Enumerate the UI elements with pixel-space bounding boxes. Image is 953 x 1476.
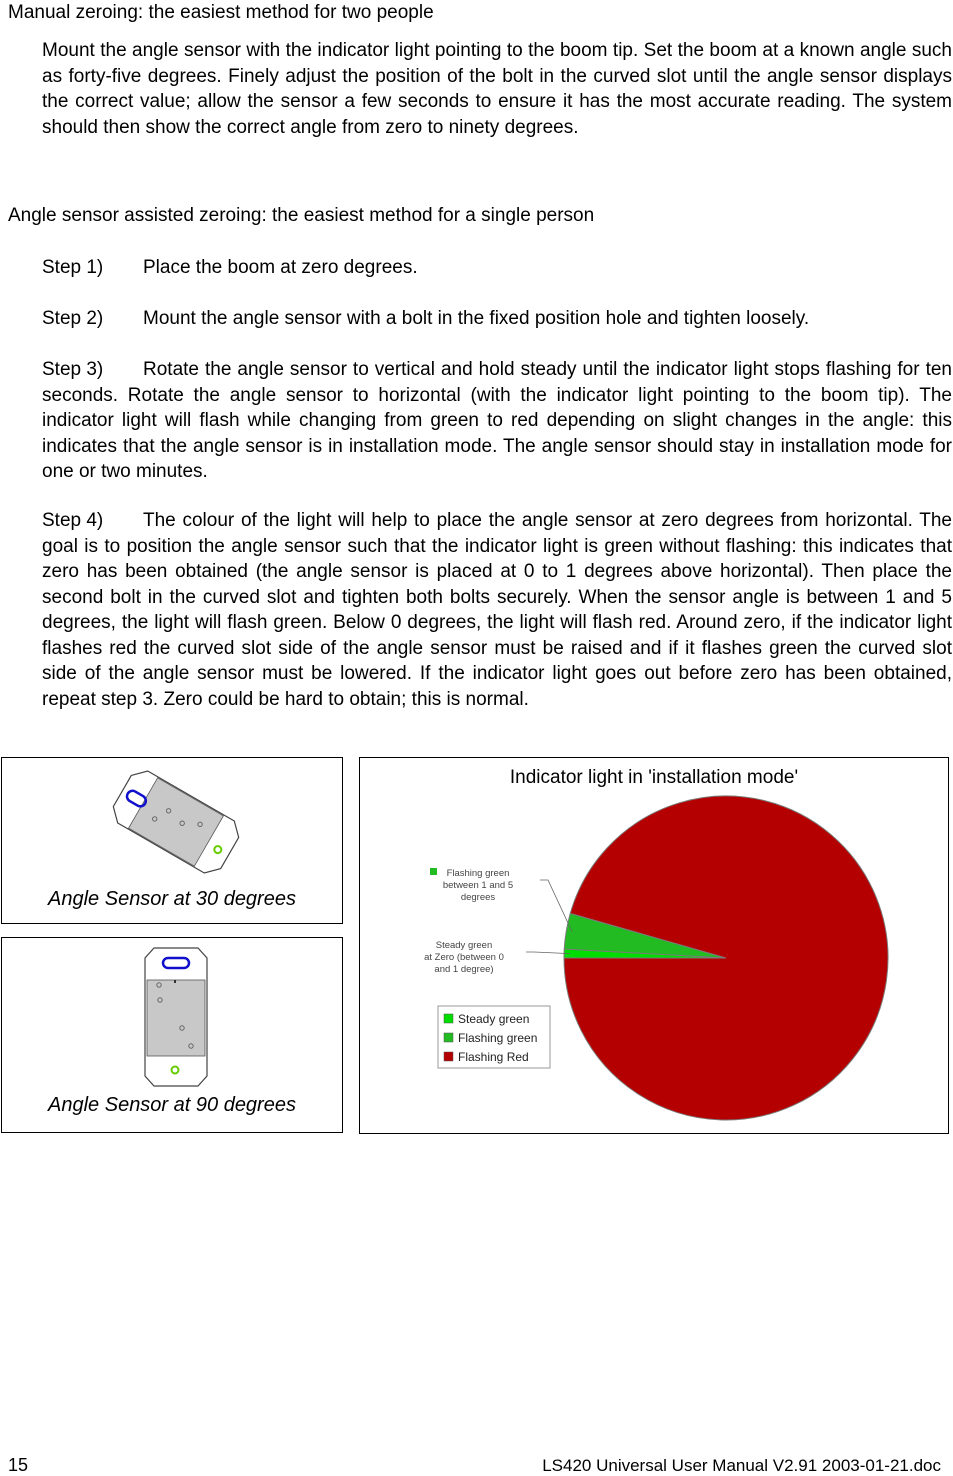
sensor-30-illustration	[2, 758, 342, 888]
step-2	[42, 306, 952, 332]
step-label: Step 3)	[42, 359, 104, 380]
legend-swatch	[444, 1052, 453, 1061]
step-4	[42, 508, 952, 712]
sensor-30-caption: Angle Sensor at 30 degrees	[48, 888, 296, 910]
annotation-text: Flashing green	[446, 868, 510, 879]
step-label: Step 4)	[42, 510, 104, 531]
step-text: The colour of the light will help to place the angle sensor at zero degrees from horizontal. The goal is to position the angle sensor such that the indicator light is green without flashing: this indicates that zero has been obtained (the angle sensor is placed at 0 to 1 degrees above horizontal). Then place the second bolt in the curved slot and tighten both bolts securely. When the sensor angle is between 1 and 5 degrees, the light will flash green. Below 0 degrees, the light will flash red. Around zero, if the indicator light flashes red the curved slot side of the angle sensor must be raised and if it flashes green the curved slot side of the angle sensor must be lowered. If the indicator light goes out before zero has been obtained, repeat step 3. Zero could be hard to obtain; this is normal.	[42, 510, 952, 710]
legend-swatch	[444, 1014, 453, 1023]
step-text: Place the boom at zero degrees.	[143, 257, 418, 278]
figure-sensor-30	[1, 757, 343, 924]
sensor-90-caption: Angle Sensor at 90 degrees	[48, 1094, 296, 1116]
step-label: Step 2)	[42, 308, 104, 329]
annotation-text: Steady green	[435, 940, 493, 951]
annotation-leader	[526, 952, 570, 954]
chart-title: Indicator light in 'installation mode'	[509, 767, 799, 788]
step-3	[42, 357, 952, 485]
step-1	[42, 255, 952, 281]
pie-chart	[360, 758, 948, 1133]
step-label: Step 1)	[42, 257, 104, 278]
document-name: LS420 Universal User Manual V2.91 2003-01-21.doc	[542, 1456, 941, 1475]
step-text: Rotate the angle sensor to vertical and hold steady until the indicator light stops flashing for ten seconds. Rotate the angle sensor to horizontal (with the indicator light pointing to the boom tip). The indicator light will flash while changing from green to red depending on slight changes in the angle: this indicates that the angle sensor is in installation mode. The angle sensor should stay in installation mode for one or two minutes.	[42, 359, 952, 482]
figure-sensor-90	[1, 937, 343, 1133]
chart-annotation	[430, 868, 572, 932]
legend-swatch	[444, 1033, 453, 1042]
step-text: Mount the angle sensor with a bolt in the fixed position hole and tighten loosely.	[143, 308, 810, 329]
annotation-text: and 1 degree)	[434, 964, 494, 975]
section-heading-manual-zeroing: Manual zeroing: the easiest method for two people	[8, 2, 434, 23]
annotation-swatch	[430, 868, 437, 875]
sensor-90-illustration	[2, 938, 342, 1088]
page-number: 15	[8, 1455, 29, 1475]
annotation-text: at Zero (between 0	[424, 952, 504, 963]
chart-annotation	[424, 940, 570, 975]
section-heading-assisted-zeroing: Angle sensor assisted zeroing: the easiest method for a single person	[8, 205, 595, 226]
annotation-text: between 1 and 5	[442, 880, 514, 891]
indicator-light-chart	[359, 757, 949, 1134]
manual-zeroing-paragraph: Mount the angle sensor with the indicator light pointing to the boom tip. Set the boom at a known angle such as forty-five degrees. Finely adjust the position of the bolt in the curved slot until the angle sensor displays the correct value; allow the sensor a few seconds to ensure it has the most accurate reading. The system should then show the correct angle from zero to ninety degrees.	[42, 40, 952, 138]
legend-label: Flashing Red	[458, 1050, 529, 1064]
annotation-text: degrees	[460, 892, 496, 903]
legend-label: Flashing green	[458, 1031, 538, 1045]
legend-label: Steady green	[458, 1012, 530, 1026]
pie-slice-flashing-red	[564, 796, 888, 1120]
